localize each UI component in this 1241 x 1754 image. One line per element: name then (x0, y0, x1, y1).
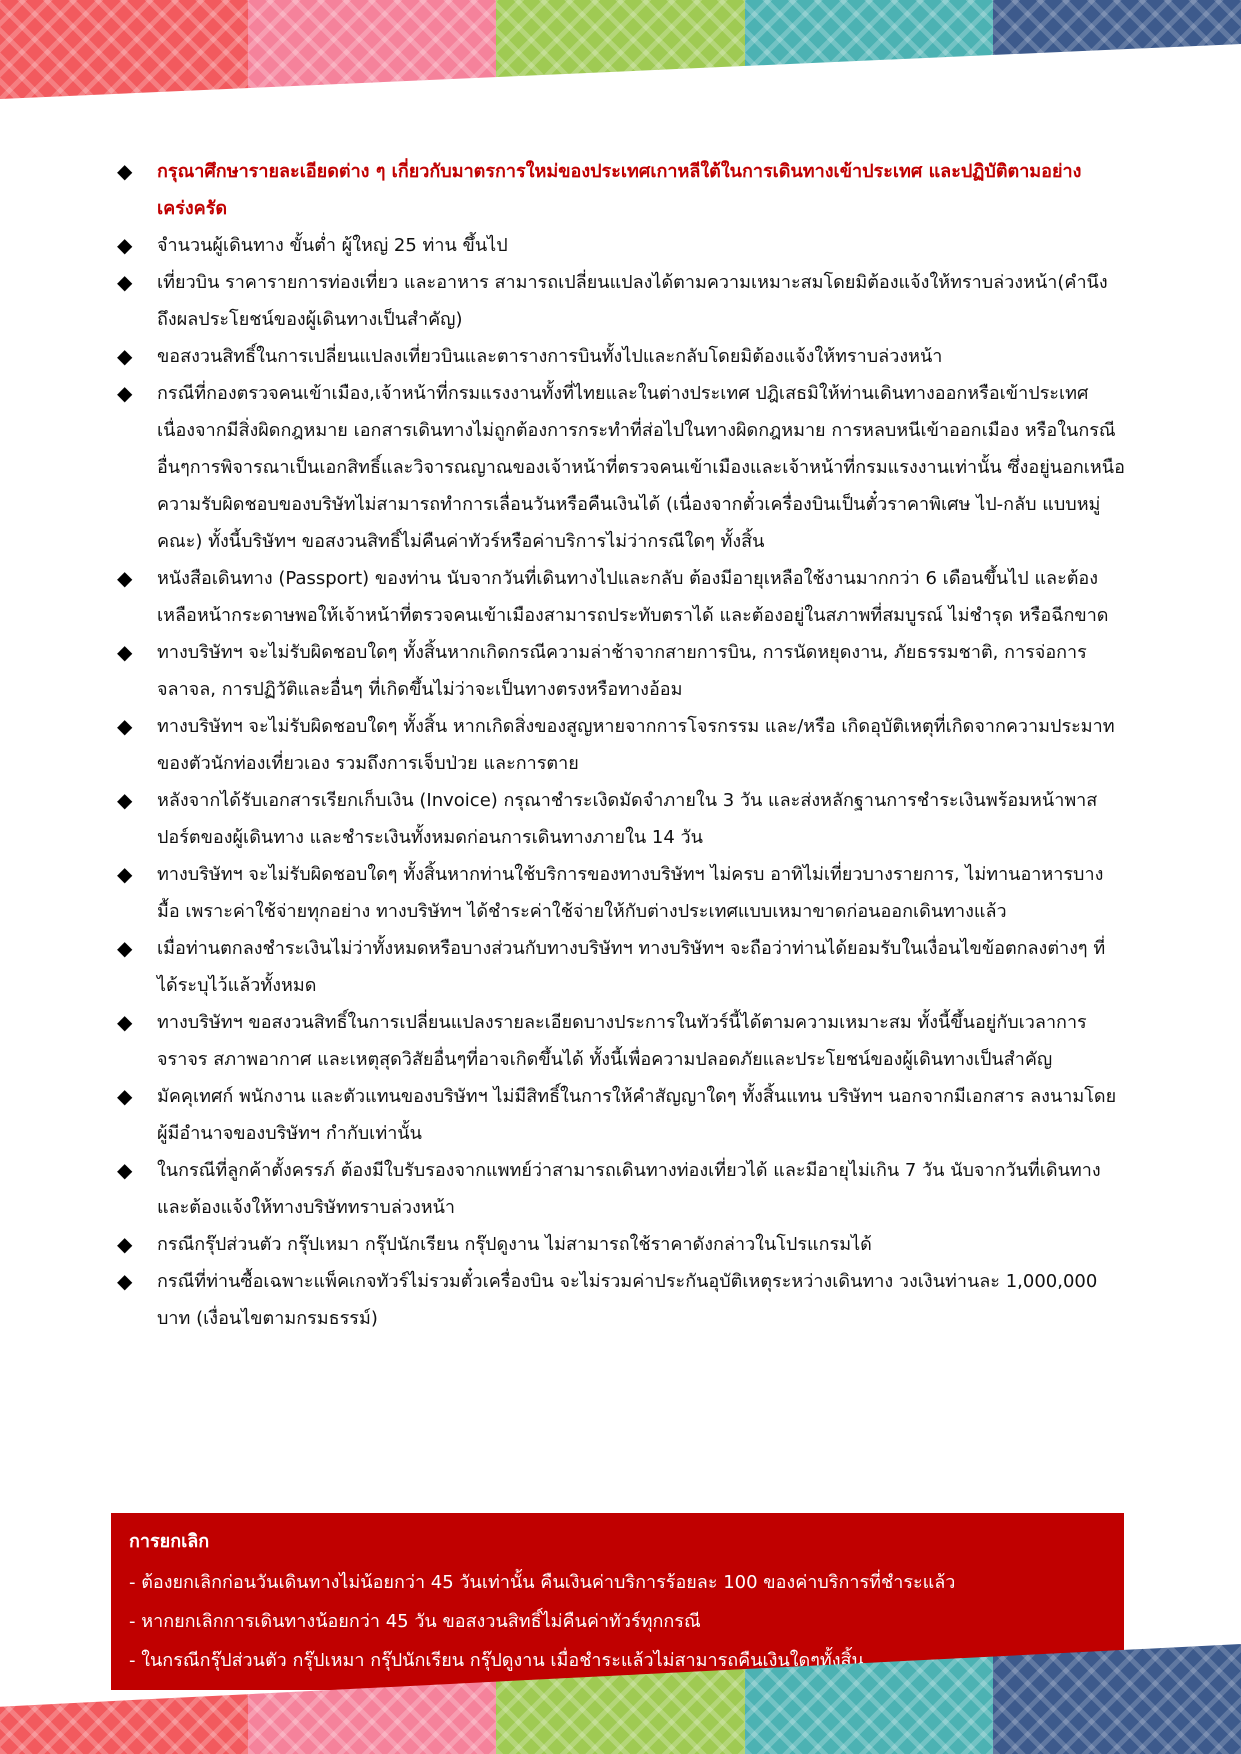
diamond-bullet-icon: ◆ (117, 862, 133, 886)
term-text: เมื่อท่านตกลงชำระเงินไม่ว่าทั้งหมดหรือบางส่วนกับทางบริษัทฯ ทางบริษัทฯ จะถือว่าท่านได้ยอมรับในเงื่อนไขข้อตกลงต่างๆ ที่ได้ระบุไว้แล้วทั้งหมด (157, 938, 1106, 996)
term-text: ทางบริษัทฯ จะไม่รับผิดชอบใดๆ ทั้งสิ้น หากเกิดสิ่งของสูญหายจากการโจรกรรม และ/หรือ เกิดอุบัติเหตุที่เกิดจากความประมาทของตัวนักท่องเที่ยวเอง รวมถึงการเจ็บป่วย และการตาย (157, 716, 1115, 774)
cancellation-line: - หากยกเลิกการเดินทางน้อยกว่า 45 วัน ขอสงวนสิทธิ์ไม่คืนค่าทัวร์ทุกกรณี (129, 1611, 701, 1632)
pattern-stripe-navy (993, 1644, 1241, 1754)
pattern-stripe-navy (993, 0, 1241, 110)
term-item (115, 856, 1125, 930)
term-item (115, 264, 1125, 338)
cancellation-title: การยกเลิก (129, 1531, 210, 1552)
diamond-bullet-icon: ◆ (117, 1010, 133, 1034)
decorative-header-band (0, 0, 1241, 110)
terms-list (115, 153, 1125, 1337)
term-text: มัคคุเทศก์ พนักงาน และตัวแทนของบริษัทฯ ไม่มีสิทธิ์ในการให้คำสัญญาใดๆ ทั้งสิ้นแทน บริษัทฯ นอกจากมีเอกสาร ลงนามโดยผู้มีอำนาจของบริษัทฯ กำกับเท่านั้น (157, 1086, 1117, 1144)
diamond-bullet-icon: ◆ (117, 1158, 133, 1182)
diamond-bullet-icon: ◆ (117, 233, 133, 257)
term-text: ทางบริษัทฯ จะไม่รับผิดชอบใดๆ ทั้งสิ้นหากเกิดกรณีความล่าช้าจากสายการบิน, การนัดหยุดงาน, ภัยธรรมชาติ, การจ่อการจลาจล, การปฏิวัติและอื่นๆ ที่เกิดขึ้นไม่ว่าจะเป็นทางตรงหรือทางอ้อม (157, 642, 1087, 700)
diamond-bullet-icon: ◆ (117, 1269, 133, 1293)
term-text: กรณีที่ท่านซื้อเฉพาะแพ็คเกจทัวร์ไม่รวมตั๋วเครื่องบิน จะไม่รวมค่าประกันอุบัติเหตุระหว่างเดินทาง วงเงินท่านละ 1,000,000 บาท (เงื่อนไขตามกรมธรรม์) (157, 1271, 1098, 1329)
term-item (115, 1263, 1125, 1337)
diamond-bullet-icon: ◆ (117, 640, 133, 664)
diamond-bullet-icon: ◆ (117, 788, 133, 812)
term-item (115, 1152, 1125, 1226)
diamond-bullet-icon: ◆ (117, 1232, 133, 1256)
pattern-stripe-green (496, 0, 744, 110)
diamond-bullet-icon: ◆ (117, 159, 133, 183)
term-item (115, 708, 1125, 782)
term-item (115, 782, 1125, 856)
term-text: เที่ยวบิน ราคารายการท่องเที่ยว และอาหาร สามารถเปลี่ยนแปลงได้ตามความเหมาะสมโดยมิต้องแจ้งให้ทราบล่วงหน้า(คำนึงถึงผลประโยชน์ของผู้เดินทางเป็นสำคัญ) (157, 272, 1108, 330)
term-item (115, 227, 1125, 264)
diamond-bullet-icon: ◆ (117, 270, 133, 294)
term-text: หลังจากได้รับเอกสารเรียกเก็บเงิน (Invoice) กรุณาชำระเงิดมัดจำภายใน 3 วัน และส่งหลักฐานการชำระเงินพร้อมหน้าพาสปอร์ตของผู้เดินทาง และชำระเงินทั้งหมดก่อนการเดินทางภายใน 14 วัน (157, 790, 1098, 848)
term-item (115, 634, 1125, 708)
term-text: ขอสงวนสิทธิ์ในการเปลี่ยนแปลงเที่ยวบินและตารางการบินทั้งไปและกลับโดยมิต้องแจ้งให้ทราบล่วงหน้า (157, 346, 943, 367)
pattern-stripe-pink (248, 0, 496, 110)
term-text: ในกรณีที่ลูกค้าตั้งครรภ์ ต้องมีใบรับรองจากแพทย์ว่าสามารถเดินทางท่องเที่ยวได้ และมีอายุไม่เกิน 7 วัน นับจากวันที่เดินทางและต้องแจ้งให้ทางบริษัททราบล่วงหน้า (157, 1160, 1101, 1218)
term-item (115, 338, 1125, 375)
cancellation-line: - ต้องยกเลิกก่อนวันเดินทางไม่น้อยกว่า 45 วันเท่านั้น คืนเงินค่าบริการร้อยละ 100 ของค่าบริการที่ชำระแล้ว (129, 1572, 956, 1593)
term-item (115, 930, 1125, 1004)
term-text: กรณีกรุ๊ปส่วนตัว กรุ๊ปเหมา กรุ๊ปนักเรียน กรุ๊ปดูงาน ไม่สามารถใช้ราคาดังกล่าวในโปรแกรมได้ (157, 1234, 872, 1255)
term-item (115, 1078, 1125, 1152)
term-text: จำนวนผู้เดินทาง ขั้นต่ำ ผู้ใหญ่ 25 ท่าน ขึ้นไป (157, 235, 508, 256)
pattern-stripe-teal (745, 0, 993, 110)
diamond-bullet-icon: ◆ (117, 566, 133, 590)
diamond-bullet-icon: ◆ (117, 936, 133, 960)
term-item (115, 560, 1125, 634)
diamond-bullet-icon: ◆ (117, 344, 133, 368)
term-text: กรณีที่กองตรวจคนเข้าเมือง,เจ้าหน้าที่กรมแรงงานทั้งที่ไทยและในต่างประเทศ ปฎิเสธมิให้ท่านเดินทางออกหรือเข้าประเทศ เนื่องจากมีสิ่งผิดกฎหมาย เอกสารเดินทางไม่ถูกต้องการกระทำที่ส่อไปในทางผิดกฎหมาย การหลบหนีเข้าออกเมือง หรือในกรณีอื่นๆการพิจารณาเป็นเอกสิทธิ์และวิจารณญาณของเจ้าหน้าที่ตรวจคนเข้าเมืองและเจ้าหน้าที่กรมแรงงานเท่านั้น ซึ่งอยู่นอกเหนือความรับผิดชอบของบริษัทไม่สามารถทำการเลื่อนวันหรือคืนเงินได้ (เนื่องจากตั๋วเครื่องบินเป็นตั๋วราคาพิเศษ ไป-กลับ แบบหมู่คณะ) ทั้งนี้บริษัทฯ ขอสงวนสิทธิ์ไม่คืนค่าทัวร์หรือค่าบริการไม่ว่ากรณีใดๆ ทั้งสิ้น (157, 383, 1125, 552)
term-text: ทางบริษัทฯ จะไม่รับผิดชอบใดๆ ทั้งสิ้นหากท่านใช้บริการของทางบริษัทฯ ไม่ครบ อาทิไม่เที่ยวบางรายการ, ไม่ทานอาหารบางมื้อ เพราะค่าใช้จ่ายทุกอย่าง ทางบริษัทฯ ได้ชำระค่าใช้จ่ายให้กับต่างประเทศแบบเหมาขาดก่อนออกเดินทางแล้ว (157, 864, 1104, 922)
term-text: ทางบริษัทฯ ขอสงวนสิทธิ์ในการเปลี่ยนแปลงรายละเอียดบางประการในทัวร์นี้ได้ตามความเหมาะสม ทั้งนี้ขึ้นอยู่กับเวลาการจราจร สภาพอากาศ และเหตุสุดวิสัยอื่นๆที่อาจเกิดขึ้นได้ ทั้งนี้เพื่อความปลอดภัยและประโยชน์ของผู้เดินทางเป็นสำคัญ (157, 1012, 1087, 1070)
diamond-bullet-icon: ◆ (117, 381, 133, 405)
term-text: หนังสือเดินทาง (Passport) ของท่าน นับจากวันที่เดินทางไปและกลับ ต้องมีอายุเหลือใช้งานมากกว่า 6 เดือนขึ้นไป และต้องเหลือหน้ากระดาษพอให้เจ้าหน้าที่ตรวจคนเข้าเมืองสามารถประทับตราได้ และต้องอยู่ในสภาพที่สมบูรณ์ ไม่ชำรุด หรือฉีกขาด (157, 568, 1109, 626)
pattern-stripe-red (0, 0, 248, 110)
term-text: กรุณาศึกษารายละเอียดต่าง ๆ เกี่ยวกับมาตรการใหม่ของประเทศเกาหลีใต้ในการเดินทางเข้าประเทศ และปฏิบัติตามอย่างเคร่งครัด (157, 161, 1082, 219)
term-item (115, 153, 1125, 227)
term-item (115, 1226, 1125, 1263)
cancellation-line: - ในกรณีกรุ๊ปส่วนตัว กรุ๊ปเหมา กรุ๊ปนักเรียน กรุ๊ปดูงาน เมื่อชำระแล้วไม่สามารถคืนเงินใดๆทั้งสิ้น (129, 1650, 864, 1671)
diamond-bullet-icon: ◆ (117, 1084, 133, 1108)
term-item (115, 1004, 1125, 1078)
diamond-bullet-icon: ◆ (117, 714, 133, 738)
term-item (115, 375, 1125, 560)
